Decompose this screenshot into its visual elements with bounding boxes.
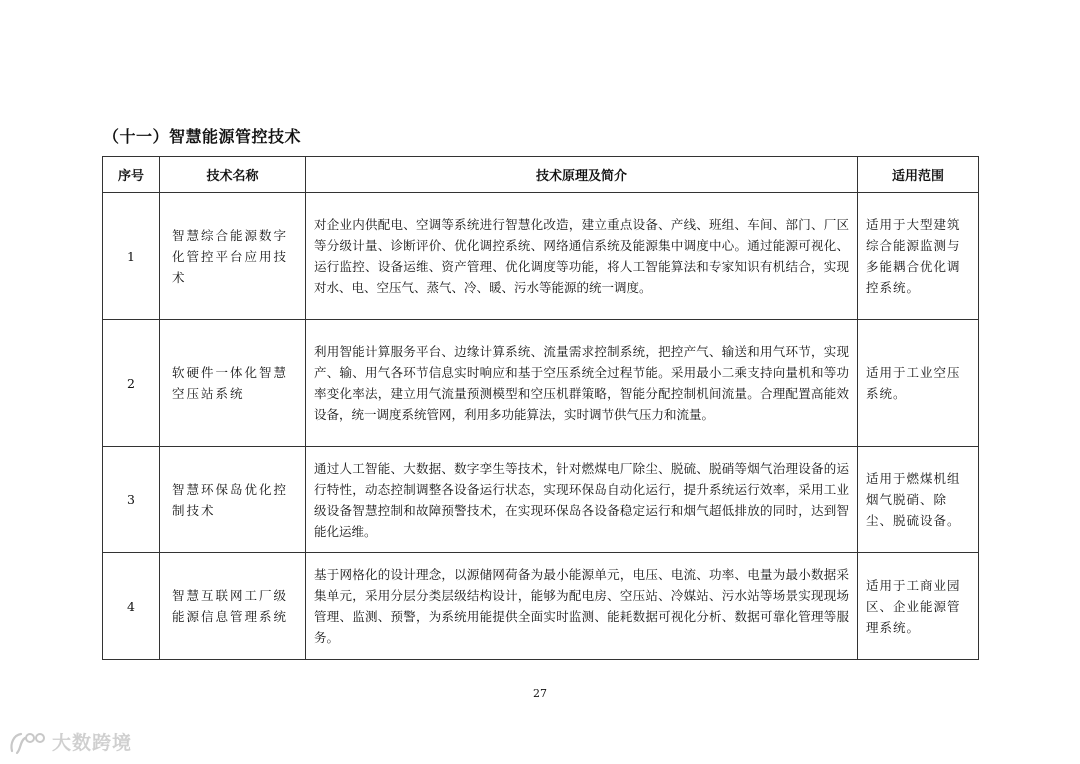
header-index: 序号 <box>103 157 160 193</box>
table-row <box>103 320 979 447</box>
row-index: 3 <box>103 447 160 553</box>
row-index: 1 <box>103 193 160 320</box>
header-name: 技术名称 <box>160 157 306 193</box>
technology-table <box>102 156 979 660</box>
technology-name: 智慧环保岛优化控制技术 <box>160 447 306 553</box>
application-scope: 适用于大型建筑综合能源监测与多能耦合优化调控系统。 <box>858 193 979 320</box>
table-row <box>103 553 979 660</box>
page-number: 27 <box>533 687 547 700</box>
brand-logo-icon <box>8 729 48 755</box>
watermark-text: 大数跨境 <box>52 732 133 754</box>
table-row <box>103 193 979 320</box>
application-scope: 适用于工业空压系统。 <box>858 320 979 447</box>
row-index: 4 <box>103 553 160 660</box>
header-description: 技术原理及简介 <box>306 157 858 193</box>
row-index: 2 <box>103 320 160 447</box>
application-scope: 适用于燃煤机组烟气脱硝、除尘、脱硫设备。 <box>858 447 979 553</box>
table-row <box>103 447 979 553</box>
table-header-row <box>103 157 979 193</box>
watermark <box>8 728 132 755</box>
section-title: （十一）智慧能源管控技术 <box>103 127 302 146</box>
application-scope: 适用于工商业园区、企业能源管理系统。 <box>858 553 979 660</box>
technology-name: 智慧互联网工厂级能源信息管理系统 <box>160 553 306 660</box>
technology-name: 软硬件一体化智慧空压站系统 <box>160 320 306 447</box>
header-scope: 适用范围 <box>858 157 979 193</box>
technology-description: 通过人工智能、大数据、数字孪生等技术，针对燃煤电厂除尘、脱硫、脱硝等烟气治理设备的运行特性，动态控制调整各设备运行状态，实现环保岛自动化运行，提升系统运行效率，采用工业级设备智慧控制和故障预警技术，在实现环保岛各设备稳定运行和烟气超低排放的同时，达到智能化运维。 <box>306 447 858 553</box>
technology-description: 基于网格化的设计理念，以源储网荷备为最小能源单元，电压、电流、功率、电量为最小数据采集单元，采用分层分类层级结构设计，能够为配电房、空压站、冷媒站、污水站等场景实现现场管理、监测、预警，为系统用能提供全面实时监测、能耗数据可视化分析、数据可靠化管理等服务。 <box>306 553 858 660</box>
technology-description: 对企业内供配电、空调等系统进行智慧化改造，建立重点设备、产线、班组、车间、部门、厂区等分级计量、诊断评价、优化调控系统、网络通信系统及能源集中调度中心。通过能源可视化、运行监控、设备运维、资产管理、优化调度等功能，将人工智能算法和专家知识有机结合，实现对水、电、空压气、蒸气、冷、暖、污水等能源的统一调度。 <box>306 193 858 320</box>
technology-description: 利用智能计算服务平台、边缘计算系统、流量需求控制系统，把控产气、输送和用气环节，实现产、输、用气各环节信息实时响应和基于空压系统全过程节能。采用最小二乘支持向量机和等功率变化率法，建立用气流量预测模型和空压机群策略，智能分配控制机间流量。合理配置高能效设备，统一调度系统管网，利用多功能算法，实时调节供气压力和流量。 <box>306 320 858 447</box>
technology-name: 智慧综合能源数字化管控平台应用技术 <box>160 193 306 320</box>
